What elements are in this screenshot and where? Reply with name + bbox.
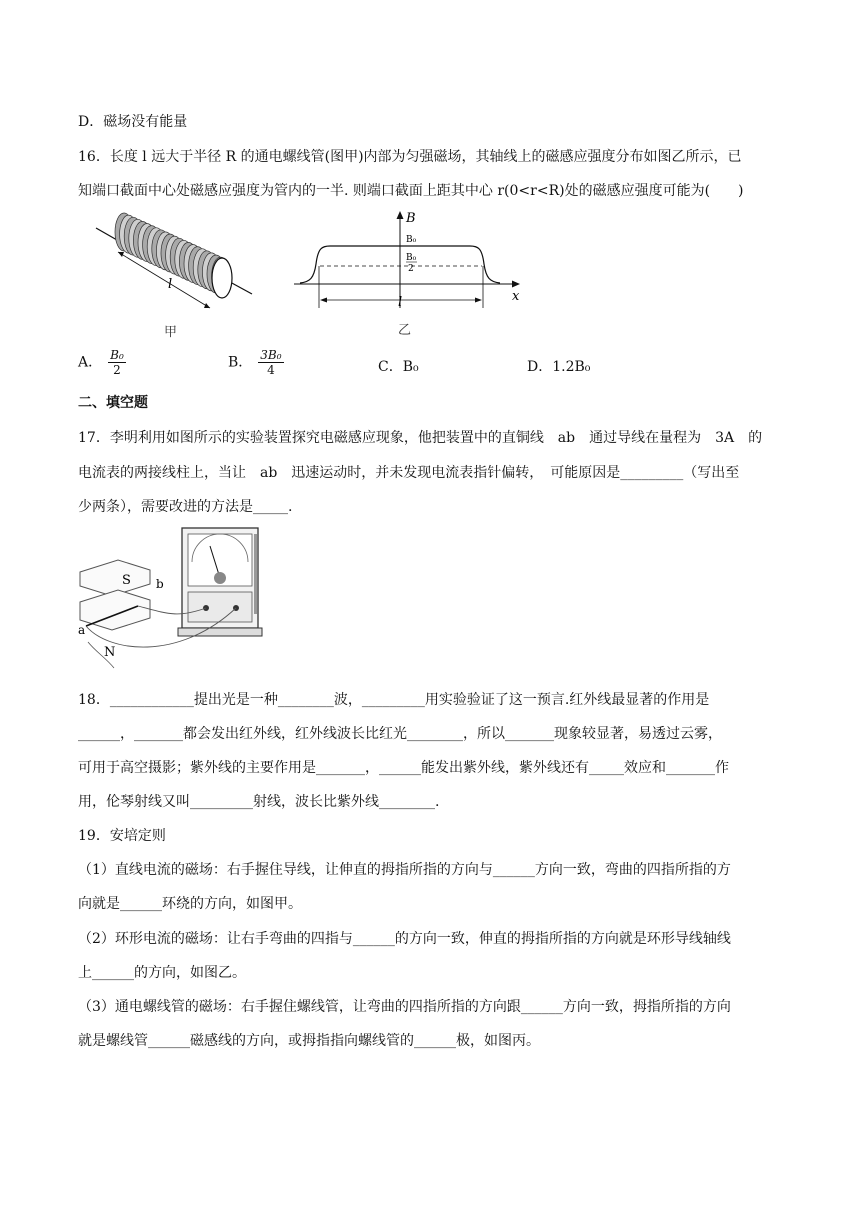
q17-line1: 17．李明利用如图所示的实验装置探究电磁感应现象，他把装置中的直铜线 ab 通过导线在量程为 3A 的 xyxy=(78,430,763,446)
figure-b-distribution xyxy=(290,208,530,340)
q19-p3-line2: 就是螺线管______磁感线的方向，或拇指指向螺线管的______极，如图丙。 xyxy=(78,1033,540,1049)
level-half-numerator: B₀ xyxy=(406,253,417,263)
figure-induction-apparatus xyxy=(78,522,278,670)
q16-option-b xyxy=(228,348,284,377)
option-a-denominator: 2 xyxy=(113,363,121,377)
option-b-fraction xyxy=(258,348,283,377)
q16-stem-line2: 知端口截面中心处磁感应强度为管内的一半. 则端口截面上距其中心 r(0<r<R)处的磁感应强度可能为( ) xyxy=(78,183,744,199)
option-b-numerator: 3B₀ xyxy=(260,348,282,362)
level-half-denominator: 2 xyxy=(408,264,414,274)
q19-p3-line1: （3）通电螺线管的磁场：右手握住螺线管，让弯曲的四指所指的方向跟______方向一致，拇指所指的方向 xyxy=(78,999,731,1015)
level-full-label: B₀ xyxy=(406,235,417,245)
solenoid-length-label: l xyxy=(168,277,173,292)
q17-line2: 电流表的两接线柱上，当让 ab 迅速运动时，并未发现电流表指针偏转， 可能原因是_________（写出至 xyxy=(78,465,740,481)
q17-line3: 少两条），需要改进的方法是_____. xyxy=(78,499,293,515)
label-s-pole: S xyxy=(122,573,131,588)
figure-jia-caption: 甲 xyxy=(164,325,178,340)
q19-p2-line1: （2）环形电流的磁场：让右手弯曲的四指与______的方向一致，伸直的拇指所指的方向就是环形导线轴线 xyxy=(78,931,731,947)
q18-line1: 18．____________提出光是一种________波，_________用实验验证了这一预言.红外线最显著的作用是 xyxy=(78,692,710,708)
axis-x-label: x xyxy=(512,289,520,304)
q19-p1-line1: （1）直线电流的磁场：右手握住导线，让伸直的拇指所指的方向与______方向一致，弯曲的四指所指的方 xyxy=(78,862,731,878)
q19-title: 19．安培定则 xyxy=(78,828,166,844)
figure-yi-caption: 乙 xyxy=(398,323,412,338)
q16-option-a xyxy=(78,348,126,377)
section-title-fill-blank: 二、填空题 xyxy=(78,395,148,411)
label-n-pole: N xyxy=(104,645,116,660)
q18-line4: 用，伦琴射线又叫_________射线，波长比紫外线________. xyxy=(78,794,440,810)
figure-solenoid xyxy=(92,212,262,340)
q18-line2: ______，_______都会发出红外线，红外线波长比红光________，所以_______现象较显著，易透过云雾， xyxy=(78,726,722,742)
q16-option-d: D．1.2B₀ xyxy=(527,359,591,375)
q16-stem-line1: 16．长度 l 远大于半径 R 的通电螺线管(图甲)内部为匀强磁场，其轴线上的磁感应强度分布如图乙所示，已 xyxy=(78,149,742,165)
option-a-numerator: B₀ xyxy=(110,348,124,362)
axis-y-label: B xyxy=(406,211,416,226)
q19-p1-line2: 向就是______环绕的方向，如图甲。 xyxy=(78,896,302,912)
q16-option-c: C．B₀ xyxy=(378,359,419,375)
b-length-label: l xyxy=(398,295,403,310)
q18-line3: 可用于高空摄影；紫外线的主要作用是_______，______能发出紫外线，紫外线还有_____效应和_______作 xyxy=(78,760,729,776)
label-b-end: b xyxy=(156,577,164,591)
label-a-end: a xyxy=(78,623,86,637)
option-a-fraction xyxy=(108,348,126,377)
option-b-letter: B． xyxy=(228,354,253,371)
q15-option-d: D．磁场没有能量 xyxy=(78,114,188,130)
option-a-letter: A． xyxy=(78,354,103,371)
option-b-denominator: 4 xyxy=(267,363,275,377)
q19-p2-line2: 上______的方向，如图乙。 xyxy=(78,965,246,981)
